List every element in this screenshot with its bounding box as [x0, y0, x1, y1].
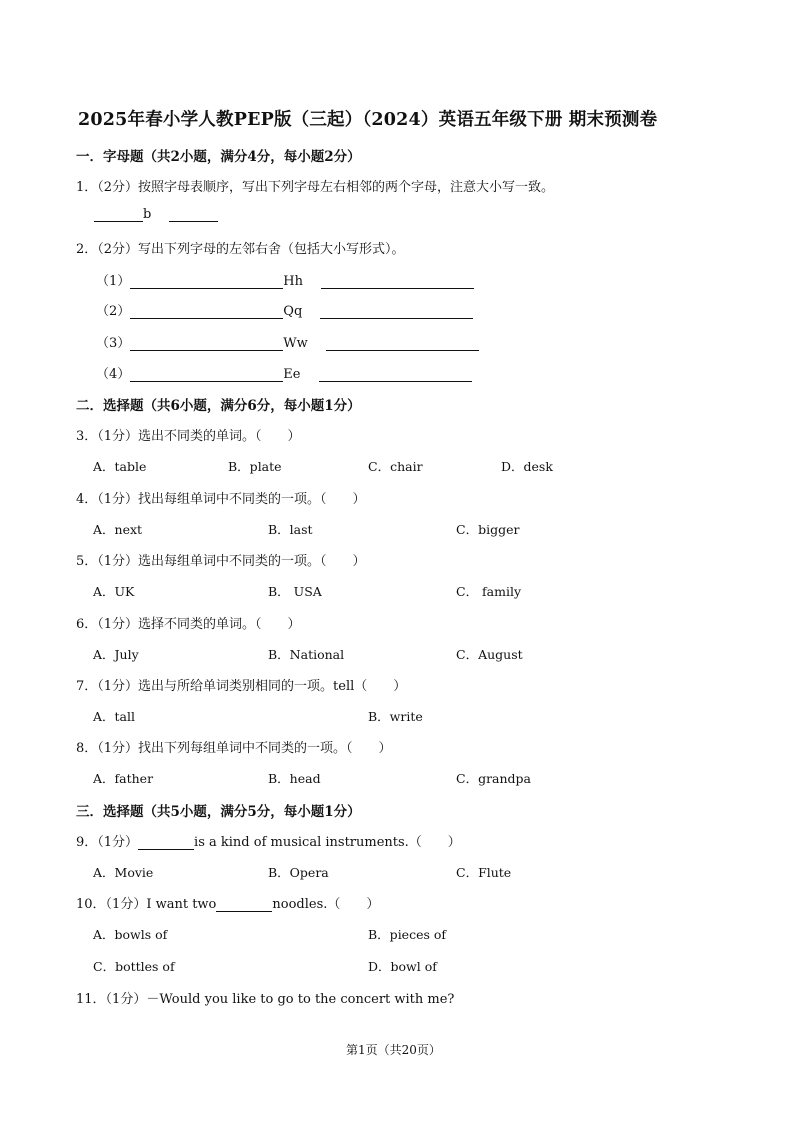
stem-suffix: noodles.（ ）: [272, 897, 380, 912]
option-a[interactable]: A．tall: [93, 709, 135, 724]
section-heading-1: 一．字母题（共2小题，满分4分，每小题2分）: [76, 149, 361, 165]
question-3-stem: 3．（1分）选出不同类的单词。（ ）: [76, 429, 301, 444]
answer-blank[interactable]: [216, 897, 272, 912]
option-c[interactable]: C． family: [456, 584, 522, 599]
option-c[interactable]: C．chair: [368, 459, 423, 474]
option-c[interactable]: C．grandpa: [456, 771, 532, 786]
question-5-stem: 5．（1分）选出每组单词中不同类的一项。（ ）: [76, 554, 366, 569]
page-footer: 第1页（共20页）: [346, 1043, 441, 1057]
option-a[interactable]: A．UK: [93, 584, 135, 599]
question-2-item-3: [96, 332, 479, 351]
option-b[interactable]: B．write: [368, 709, 423, 724]
question-6-stem: 6．（1分）选择不同类的单词。（ ）: [76, 617, 301, 632]
option-b[interactable]: B．last: [268, 522, 313, 537]
answer-blank[interactable]: [130, 274, 283, 289]
question-4-stem: 4．（1分）找出每组单词中不同类的一项。（ ）: [76, 492, 366, 507]
option-a[interactable]: A．Movie: [93, 865, 154, 880]
stem-prefix: 9．（1分）: [76, 835, 139, 850]
option-c[interactable]: C．Flute: [456, 865, 512, 880]
option-a[interactable]: A．bowls of: [93, 927, 168, 942]
item-number: （3）: [96, 336, 131, 351]
question-7-stem: 7．（1分）选出与所给单词类别相同的一项。tell（ ）: [76, 679, 407, 694]
option-b[interactable]: B．pieces of: [368, 927, 447, 942]
option-b[interactable]: B．head: [268, 771, 321, 786]
question-2-item-2: [96, 300, 473, 319]
question-2-item-4: [96, 363, 472, 382]
item-letter: Hh: [283, 274, 303, 289]
option-b[interactable]: B．plate: [228, 459, 282, 474]
question-8-stem: 8．（1分）找出下列每组单词中不同类的一项。（ ）: [76, 741, 392, 756]
item-letter: Ww: [283, 336, 308, 351]
question-10-stem: [76, 893, 379, 912]
option-b[interactable]: B．Opera: [268, 865, 329, 880]
option-c[interactable]: C．bottles of: [93, 959, 175, 974]
item-number: （1）: [96, 274, 131, 289]
question-9-stem: [76, 831, 461, 850]
option-c[interactable]: C．August: [456, 647, 523, 662]
answer-blank[interactable]: [169, 207, 218, 222]
answer-blank[interactable]: [130, 336, 283, 351]
option-d[interactable]: D．desk: [501, 459, 553, 474]
item-number: （2）: [96, 304, 131, 319]
item-letter: Ee: [283, 367, 301, 382]
answer-blank[interactable]: [326, 336, 479, 351]
question-1-answer-line: [94, 207, 218, 222]
question-1-stem: 1．（2分）按照字母表顺序，写出下列字母左右相邻的两个字母，注意大小写一致。: [76, 180, 555, 195]
question-1-letter: b: [143, 207, 152, 222]
option-d[interactable]: D．bowl of: [368, 959, 437, 974]
option-b[interactable]: B．National: [268, 647, 345, 662]
option-c[interactable]: C．bigger: [456, 522, 520, 537]
stem-suffix: is a kind of musical instruments.（ ）: [194, 835, 461, 850]
answer-blank[interactable]: [321, 274, 474, 289]
item-letter: Qq: [283, 304, 303, 319]
option-a[interactable]: A．table: [93, 459, 147, 474]
answer-blank[interactable]: [130, 367, 283, 382]
option-b[interactable]: B． USA: [268, 584, 322, 599]
option-a[interactable]: A．next: [93, 522, 143, 537]
question-2-stem: 2．（2分）写出下列字母的左邻右舍（包括大小写形式）。: [76, 242, 405, 257]
answer-blank[interactable]: [319, 367, 472, 382]
page-title: 2025年春小学人教PEP版（三起）（2024）英语五年级下册 期末预测卷: [78, 110, 658, 130]
question-11-stem: 11．（1分）－Would you like to go to the concert with me?: [76, 992, 455, 1007]
section-heading-2: 二．选择题（共6小题，满分6分，每小题1分）: [76, 398, 361, 414]
item-number: （4）: [96, 367, 131, 382]
answer-blank[interactable]: [320, 304, 473, 319]
question-2-item-1: [96, 270, 474, 289]
answer-blank[interactable]: [94, 207, 143, 222]
option-a[interactable]: A．father: [93, 771, 154, 786]
answer-blank[interactable]: [130, 304, 283, 319]
stem-prefix: 10．（1分）I want two: [76, 897, 217, 912]
answer-blank[interactable]: [138, 835, 194, 850]
option-a[interactable]: A．July: [93, 647, 139, 662]
section-heading-3: 三．选择题（共5小题，满分5分，每小题1分）: [76, 804, 361, 820]
